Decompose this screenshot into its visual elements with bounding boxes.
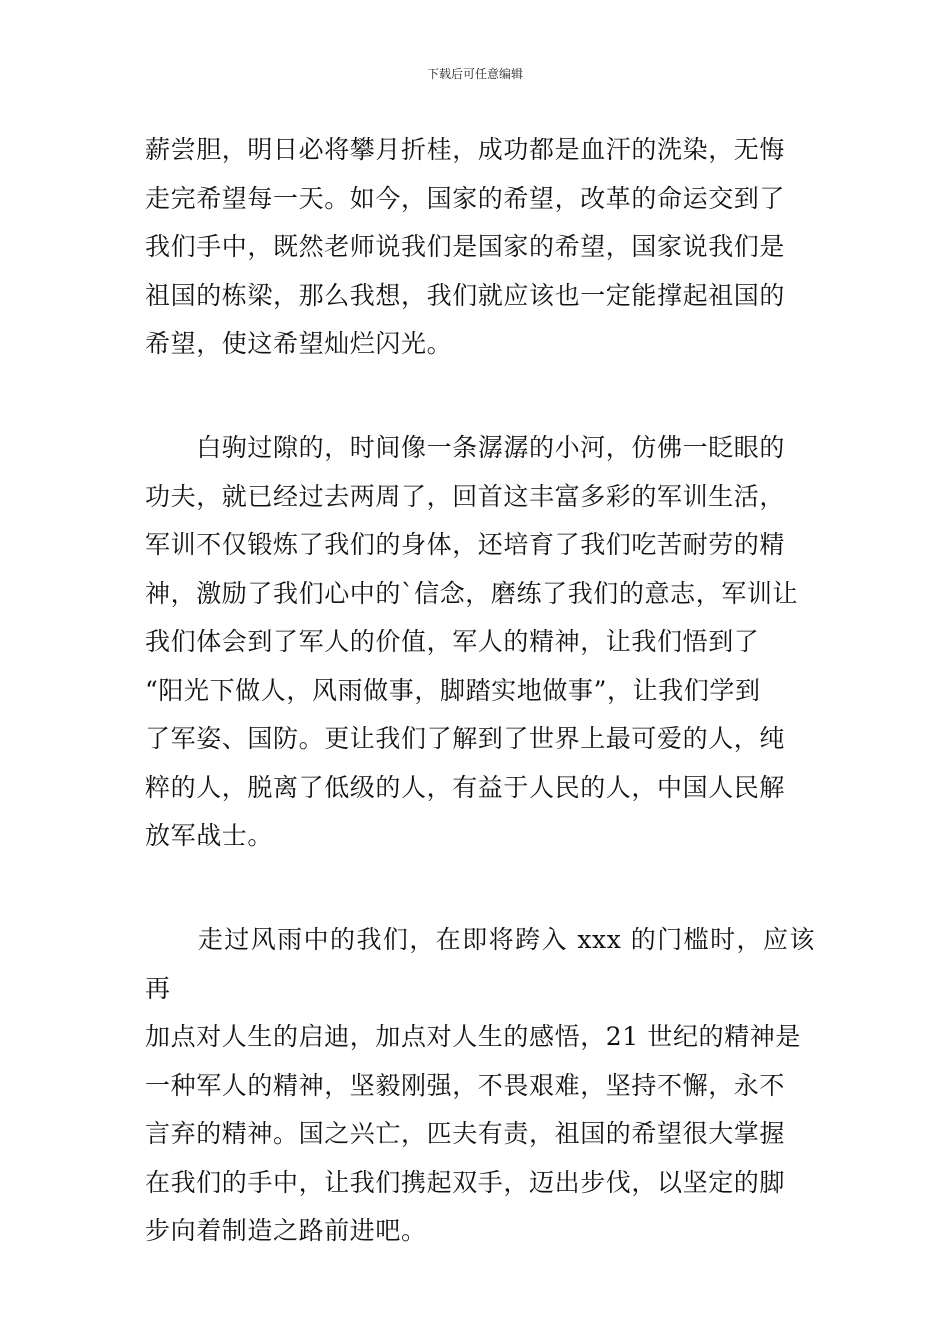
paragraph-2: 白驹过隙的，时间像一条潺潺的小河，仿佛一眨眼的 功夫，就已经过去两周了，回首这丰富多彩的军训生活， 军训不仅锻炼了我们的身体，还培育了我们吃苦耐劳的精 神，激励了我们心中的`信念，磨练了我们的意志，军训让 我们体会到了军人的价值，军人的精神，让我们悟到了 “阳光下做人，风雨做事，脚踏实地做事”，让我们学到 了军姿、国防。更让我们了解到了世界上最可爱的人，纯 粹的人，脱离了低级的人，有益于人民的人，中国人民解 放军战士。 (145, 433, 799, 850)
page-header-note: 下载后可任意编辑 (426, 67, 523, 81)
paragraph-3: 走过风雨中的我们，在即将跨入 xxx 的门槛时，应该再 加点对人生的启迪，加点对人生的感悟，21 世纪的精神是 一种军人的精神，坚毅刚强，不畏艰难，坚持不懈，永不 言弃的精神。国之兴亡，匹夫有责，祖国的希望很大掌握 在我们的手中，让我们携起双手，迈出步伐，以坚定的脚 步向着制造之路前进吧。 (145, 925, 815, 1245)
paragraph-1: 薪尝胆，明日必将攀月折桂，成功都是血汗的洗染，无悔 走完希望每一天。如今，国家的希望，改革的命运交到了 我们手中，既然老师说我们是国家的希望，国家说我们是 祖国的栋梁，那么我想，我们就应该也一定能撑起祖国的 希望，使这希望灿烂闪光。 (145, 135, 786, 358)
